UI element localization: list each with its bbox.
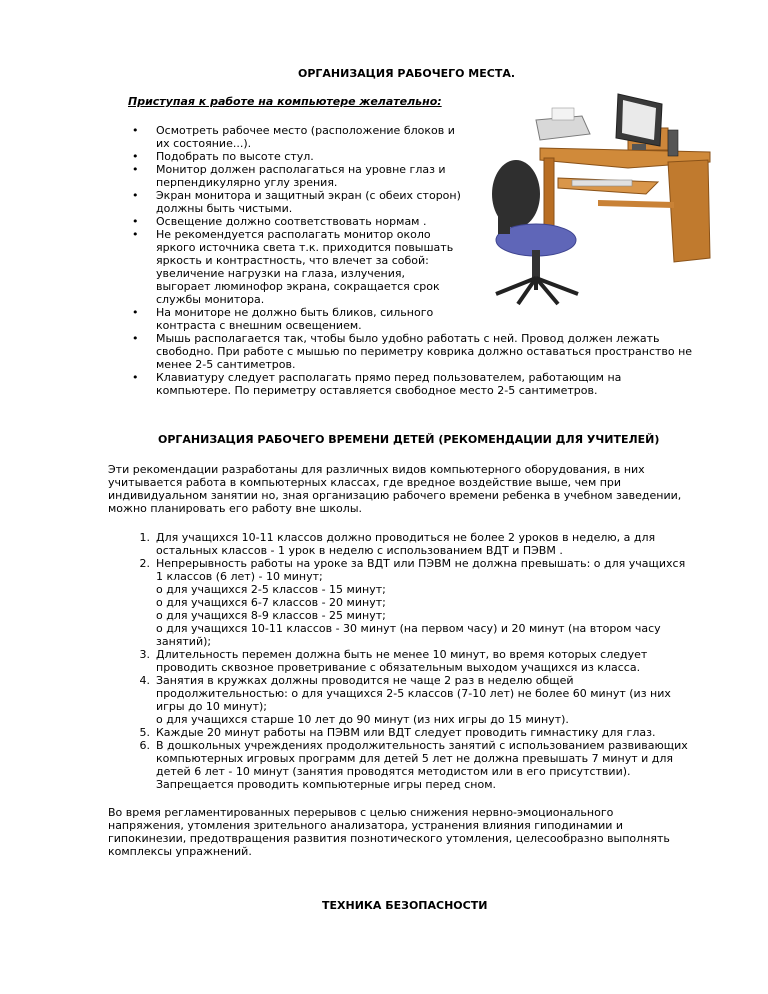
list-number: 5. — [139, 726, 150, 739]
bullet-icon: • — [132, 332, 139, 345]
list-item-text: перпендикулярно углу зрения. — [156, 176, 338, 189]
list-number: 2. — [139, 557, 150, 570]
section-heading-safety: ТЕХНИКА БЕЗОПАСНОСТИ — [322, 899, 488, 912]
list-item-text: продолжительностью: о для учащихся 2-5 классов (7-10 лет) не более 60 минут (из них — [156, 687, 671, 700]
list-item-text: Каждые 20 минут работы на ПЭВМ или ВДТ следует проводить гимнастику для глаз. — [156, 726, 656, 739]
list-item — [139, 648, 736, 674]
list-item — [139, 674, 736, 726]
bullet-icon: • — [132, 124, 139, 137]
list-number: 6. — [139, 739, 150, 752]
list-item — [132, 124, 736, 150]
closing-paragraph — [108, 806, 728, 858]
list-item-text: о для учащихся 10-11 классов - 30 минут (на первом часу) и 20 минут (на втором часу — [156, 622, 661, 635]
list-item-text: свободно. При работе с мышью по периметру коврика должно оставаться пространство не — [156, 345, 693, 358]
list-item-text: Непрерывность работы на уроке за ВДТ или ПЭВМ не должна превышать: о для учащихся — [156, 557, 686, 570]
list-item — [139, 726, 736, 739]
list-item-text: контраста с внешним освещением. — [156, 319, 362, 332]
list-item-text: игры до 10 минут); — [156, 700, 267, 713]
list-item — [132, 150, 736, 163]
paragraph-line: учитывается работа в компьютерных классах, где вредное воздействие выше, чем при — [108, 476, 622, 489]
paragraph-line: Эти рекомендации разработаны для различных видов компьютерного оборудования, в них — [108, 463, 645, 476]
list-item — [132, 215, 736, 228]
bullet-icon: • — [132, 215, 139, 228]
list-number: 1. — [139, 531, 150, 544]
time-list — [139, 531, 736, 791]
list-item-text: Длительность перемен должна быть не менее 10 минут, во время которых следует — [156, 648, 648, 661]
list-item-text: занятий); — [156, 635, 212, 648]
list-item-text: В дошкольных учреждениях продолжительность занятий с использованием развивающих — [156, 739, 688, 752]
bullet-icon: • — [132, 150, 139, 163]
list-item-text: Клавиатуру следует располагать прямо перед пользователем, работающим на — [156, 371, 622, 384]
bullet-icon: • — [132, 163, 139, 176]
list-item-text: службы монитора. — [156, 293, 265, 306]
paragraph-line: гипокинезии, предотвращения развития познотического утомления, целесообразно выполнять — [108, 832, 670, 845]
list-item-text: Осмотреть рабочее место (расположение блоков и — [156, 124, 455, 137]
list-item-text: о для учащихся старше 10 лет до 90 минут (из них игры до 15 минут). — [156, 713, 569, 726]
list-item-text: Занятия в кружках должны проводится не чаще 2 раз в неделю общей — [156, 674, 574, 687]
list-item-text: остальных классов - 1 урок в неделю с использованием ВДТ и ПЭВМ . — [156, 544, 563, 557]
list-item — [139, 739, 736, 791]
list-number: 4. — [139, 674, 150, 687]
bullet-icon: • — [132, 228, 139, 241]
list-item — [132, 306, 736, 332]
list-item-text: Освещение должно соответствовать нормам . — [156, 215, 427, 228]
list-item — [132, 163, 736, 189]
bullet-icon: • — [132, 189, 139, 202]
list-item — [132, 332, 736, 371]
list-item-text: Запрещается проводить компьютерные игры перед сном. — [156, 778, 497, 791]
page-title: ОРГАНИЗАЦИЯ РАБОЧЕГО МЕСТА. — [298, 67, 516, 80]
list-number: 3. — [139, 648, 150, 661]
paragraph-line: индивидуальном занятии но, зная организацию рабочего времени ребенка в учебном заведении, — [108, 489, 682, 502]
list-item-text: яркость и контрастность, что влечет за собой: — [156, 254, 429, 267]
list-item-text: яркого источника света т.к. приходится повышать — [156, 241, 454, 254]
list-item-text: о для учащихся 6-7 классов - 20 минут; — [156, 596, 386, 609]
workplace-list — [132, 124, 736, 397]
list-item-text: выгорает люминофор экрана, сокращается срок — [156, 280, 440, 293]
list-item-text: о для учащихся 8-9 классов - 25 минут; — [156, 609, 386, 622]
paragraph-line: Во время регламентированных перерывов с целью снижения нервно-эмоционального — [108, 806, 614, 819]
paragraph-line: можно планировать его работу вне школы. — [108, 502, 362, 515]
section-heading-time: ОРГАНИЗАЦИЯ РАБОЧЕГО ВРЕМЕНИ ДЕТЕЙ (РЕКОМЕНДАЦИИ ДЛЯ УЧИТЕЛЕЙ) — [158, 433, 660, 446]
list-item-text: должны быть чистыми. — [156, 202, 293, 215]
list-item-text: о для учащихся 2-5 классов - 15 минут; — [156, 583, 386, 596]
list-item — [132, 371, 736, 397]
list-item-text: их состояние...). — [156, 137, 252, 150]
list-item-text: Мышь располагается так, чтобы было удобно работать с ней. Провод должен лежать — [156, 332, 660, 345]
intro-paragraph — [108, 463, 728, 515]
list-item — [139, 531, 736, 557]
list-item — [139, 557, 736, 648]
list-item-text: 1 классов (6 лет) - 10 минут; — [156, 570, 323, 583]
bullet-icon: • — [132, 371, 139, 384]
list-item-text: детей 6 лет - 10 минут (занятия проводятся методистом или в его присутствии). — [156, 765, 631, 778]
list-item-text: Монитор должен располагаться на уровне глаз и — [156, 163, 446, 176]
list-item-text: менее 2-5 сантиметров. — [156, 358, 296, 371]
list-item-text: Подобрать по высоте стул. — [156, 150, 314, 163]
list-item — [132, 228, 736, 306]
list-item-text: компьютере. По периметру оставляется свободное место 2-5 сантиметров. — [156, 384, 598, 397]
list-item-text: увеличение нагрузки на глаза, излучения, — [156, 267, 405, 280]
list-item-text: На мониторе не должно быть бликов, сильного — [156, 306, 434, 319]
list-item-text: Для учащихся 10-11 классов должно проводиться не более 2 уроков в неделю, а для — [156, 531, 656, 544]
list-item-text: Не рекомендуется располагать монитор около — [156, 228, 431, 241]
subheading: Приступая к работе на компьютере желательно: — [128, 95, 442, 108]
paragraph-line: комплексы упражнений. — [108, 845, 252, 858]
paragraph-line: напряжения, утомления зрительного анализатора, устранения влияния гиподинамии и — [108, 819, 624, 832]
bullet-icon: • — [132, 306, 139, 319]
list-item-text: проводить сквозное проветривание с обязательным выходом учащихся из класса. — [156, 661, 641, 674]
list-item-text: компьютерных игровых программ для детей 5 лет не должна превышать 7 минут и для — [156, 752, 674, 765]
list-item — [132, 189, 736, 215]
list-item-text: Экран монитора и защитный экран (с обеих сторон) — [156, 189, 461, 202]
